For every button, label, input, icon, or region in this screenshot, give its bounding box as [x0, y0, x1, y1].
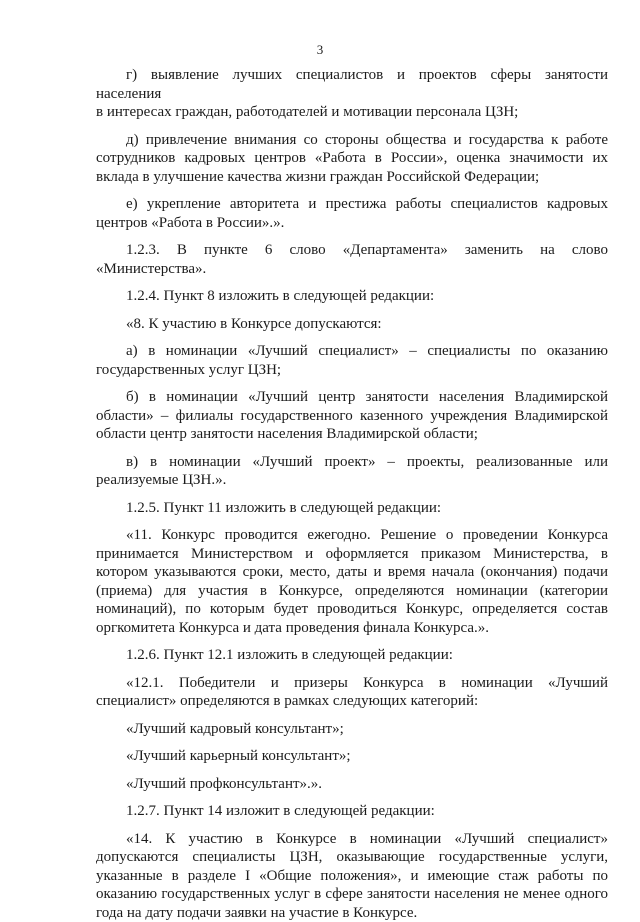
item-g-line-3: в интересах граждан, работодателей и мотивации персонала ЦЗН; [96, 103, 608, 122]
category-3: «Лучший профконсультант».». [96, 775, 608, 794]
clause-1-2-7: 1.2.7. Пункт 14 изложит в следующей редакции: [96, 802, 608, 821]
point-14: «14. К участию в Конкурсе в номинации «Лучший специалист» допускаются специалисты ЦЗН, оказывающие государственные услуги, указанные в разделе I «Общие положения», и имеющие стаж работы по оказанию государственных услуг в сфере занятости населения не менее одного года на дату подачи заявки на участие в Конкурсе. [96, 830, 608, 922]
item-g-line-1: г) выявление лучших специалистов и проектов сферы занятости [96, 66, 608, 85]
clause-1-2-5: 1.2.5. Пункт 11 изложить в следующей редакции: [96, 499, 608, 518]
point-12-1: «12.1. Победители и призеры Конкурса в номинации «Лучший специалист» определяются в рамках следующих категорий: [96, 674, 608, 711]
clause-1-2-4: 1.2.4. Пункт 8 изложить в следующей редакции: [96, 287, 608, 306]
item-g-line-2: населения [96, 85, 608, 104]
point-8-v: в) в номинации «Лучший проект» – проекты, реализованные или реализуемые ЦЗН.». [96, 453, 608, 490]
point-8-b: б) в номинации «Лучший центр занятости населения Владимирской области» – филиалы государственного казенного учреждения Владимирской области центр занятости населения Владимирской области; [96, 388, 608, 444]
category-2: «Лучший карьерный консультант»; [96, 747, 608, 766]
item-g [96, 66, 608, 122]
clause-1-2-6: 1.2.6. Пункт 12.1 изложить в следующей редакции: [96, 646, 608, 665]
clause-1-2-3: 1.2.3. В пункте 6 слово «Департамента» заменить на слово «Министерства». [96, 241, 608, 278]
item-d: д) привлечение внимания со стороны общества и государства к работе сотрудников кадровых центров «Работа в России», оценка значимости их вклада в улучшение качества жизни граждан Российской Федерации; [96, 131, 608, 187]
point-11: «11. Конкурс проводится ежегодно. Решение о проведении Конкурса принимается Министерством и оформляется приказом Министерства, в котором указываются сроки, место, даты и время начала (окончания) подачи (приема) для участия в Конкурсе, определяются номинации (категории номинаций), по которым будет проводиться Конкурс, определяется состав оргкомитета Конкурса и дата проведения финала Конкурса.». [96, 526, 608, 637]
item-e: е) укрепление авторитета и престижа работы специалистов кадровых центров «Работа в России».». [96, 195, 608, 232]
point-8-a: а) в номинации «Лучший специалист» – специалисты по оказанию государственных услуг ЦЗН; [96, 342, 608, 379]
category-1: «Лучший кадровый консультант»; [96, 720, 608, 739]
document-body [96, 66, 608, 922]
point-8-heading: «8. К участию в Конкурсе допускаются: [96, 315, 608, 334]
page-number: 3 [0, 42, 640, 58]
